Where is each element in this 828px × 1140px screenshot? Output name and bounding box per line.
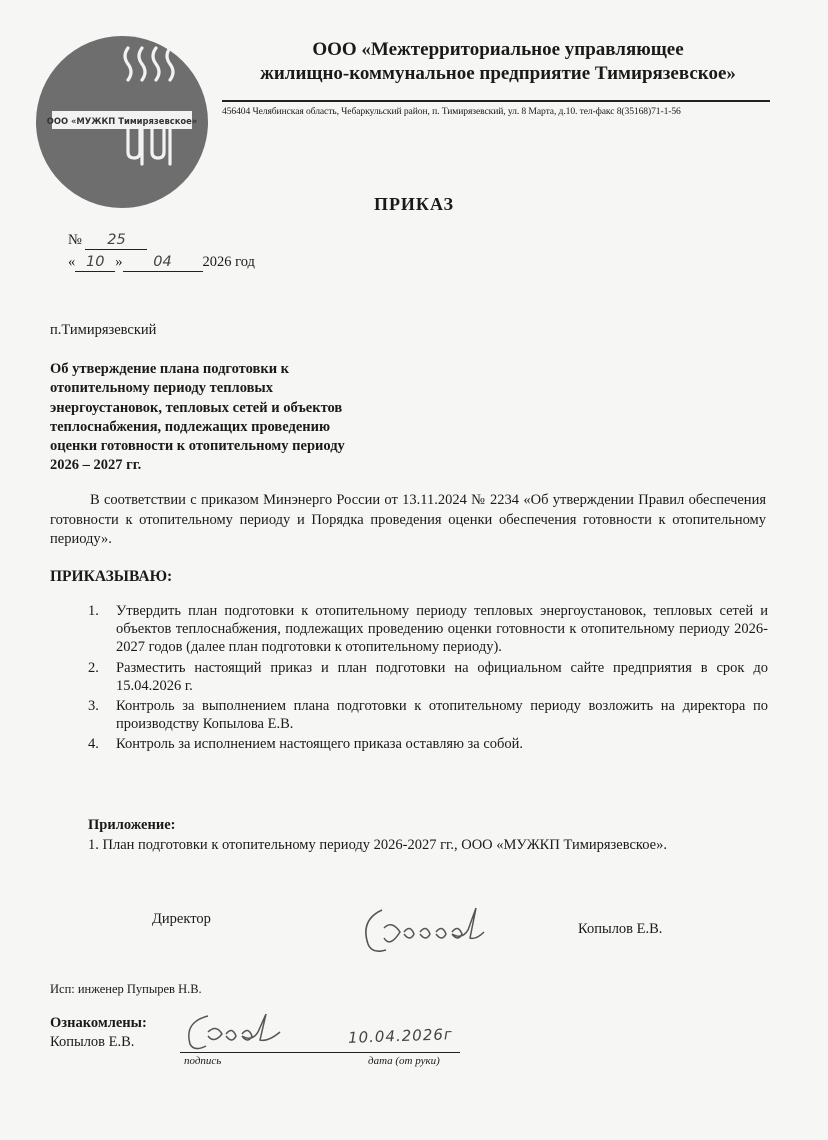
company-stamp-logo xyxy=(34,34,210,210)
list-item-number: 2. xyxy=(88,659,99,676)
date-open-quote: « xyxy=(68,254,76,270)
number-sign: № xyxy=(68,232,82,248)
appendix-item: 1. План подготовки к отопительному периоду 2026-2027 гг., ООО «МУЖКП Тимирязевское». xyxy=(88,837,667,853)
signatory-position: Директор xyxy=(152,911,211,927)
acknowledgement-title: Ознакомлены: xyxy=(50,1015,147,1031)
director-signature xyxy=(352,898,532,960)
order-list xyxy=(88,602,768,756)
subject-line: Об утверждение плана подготовки к xyxy=(50,361,290,377)
document-title: ПРИКАЗ xyxy=(373,194,455,214)
list-item-number: 3. xyxy=(88,698,99,715)
date-close-quote: » xyxy=(115,254,123,270)
acknowledgement-name: Копылов Е.В. xyxy=(50,1034,135,1050)
order-subject xyxy=(50,360,410,476)
executor: Исп: инженер Пупырев Н.В. xyxy=(50,982,202,996)
subject-line: отопительному периоду тепловых xyxy=(50,380,273,397)
organization-title-line2: жилищно-коммунальное предприятие Тимирязевское» xyxy=(260,63,736,84)
header-divider xyxy=(222,100,770,102)
subject-line: 2026 – 2027 гг. xyxy=(50,457,142,474)
list-item-text: Контроль за выполнением плана подготовки к отопительному периоду возложить на директора по производству Копылова Е.В. xyxy=(116,698,768,733)
order-number xyxy=(68,232,147,250)
list-item-text: Разместить настоящий приказ и план подготовки на официальном сайте предприятия в срок до 15.04.2026 г. xyxy=(116,659,768,694)
list-item xyxy=(88,735,768,753)
order-word: ПРИКАЗЫВАЮ: xyxy=(50,568,173,585)
acknowledgement-line xyxy=(180,1052,460,1053)
list-item xyxy=(88,697,768,733)
handwritten-date: 10.04.2026г xyxy=(347,1025,454,1047)
list-item xyxy=(88,659,768,695)
date-day: 10 xyxy=(75,254,115,272)
date-month: 04 xyxy=(123,254,203,272)
list-item-number: 1. xyxy=(88,603,99,619)
signatory-name: Копылов Е.В. xyxy=(578,921,663,937)
date-caption: дата (от руки) xyxy=(368,1055,440,1067)
place: п.Тимирязевский xyxy=(50,322,157,338)
stamp-text: ООО «МУЖКП Тимирязевское» xyxy=(46,116,198,126)
preamble-paragraph: В соответствии с приказом Минэнерго России от 13.11.2024 № 2234 «Об утверждении Правил обеспечения готовности к отопительному периоду и Порядка проведения оценки обеспечения готовности к отопительному периоду». xyxy=(50,492,766,547)
list-item xyxy=(88,602,768,657)
order-number-value: 25 xyxy=(85,232,147,250)
list-item-text: Утвердить план подготовки к отопительному периоду тепловых энергоустановок, тепловых сетей и объектов теплоснабжения, подлежащих проведению оценки готовности к отопительному периоду 2026-2027 годов (далее план подготовки к отопительному периоду). xyxy=(116,603,768,656)
subject-line: теплоснабжения, подлежащих проведению xyxy=(50,418,331,435)
subject-line: энергоустановок, тепловых сетей и объектов xyxy=(50,399,343,416)
organization-address: 456404 Челябинская область, Чебаркульский район, п. Тимирязевский, ул. 8 Марта, д.10. тел-факс 8(35168)71-1-56 xyxy=(222,106,681,117)
list-item-number: 4. xyxy=(88,736,99,753)
order-date xyxy=(68,254,255,272)
acknowledgement-signature xyxy=(178,1008,298,1054)
subject-line: оценки готовности к отопительному периоду xyxy=(50,438,345,455)
list-item-text: Контроль за исполнением настоящего приказа оставляю за собой. xyxy=(116,736,524,753)
organization-title-line1: ООО «Межтерриториальное управляющее xyxy=(312,39,684,60)
appendix-title: Приложение: xyxy=(88,817,176,833)
signature-caption: подпись xyxy=(184,1055,222,1067)
date-year: 2026 год xyxy=(202,254,255,270)
organization-title xyxy=(228,38,768,86)
